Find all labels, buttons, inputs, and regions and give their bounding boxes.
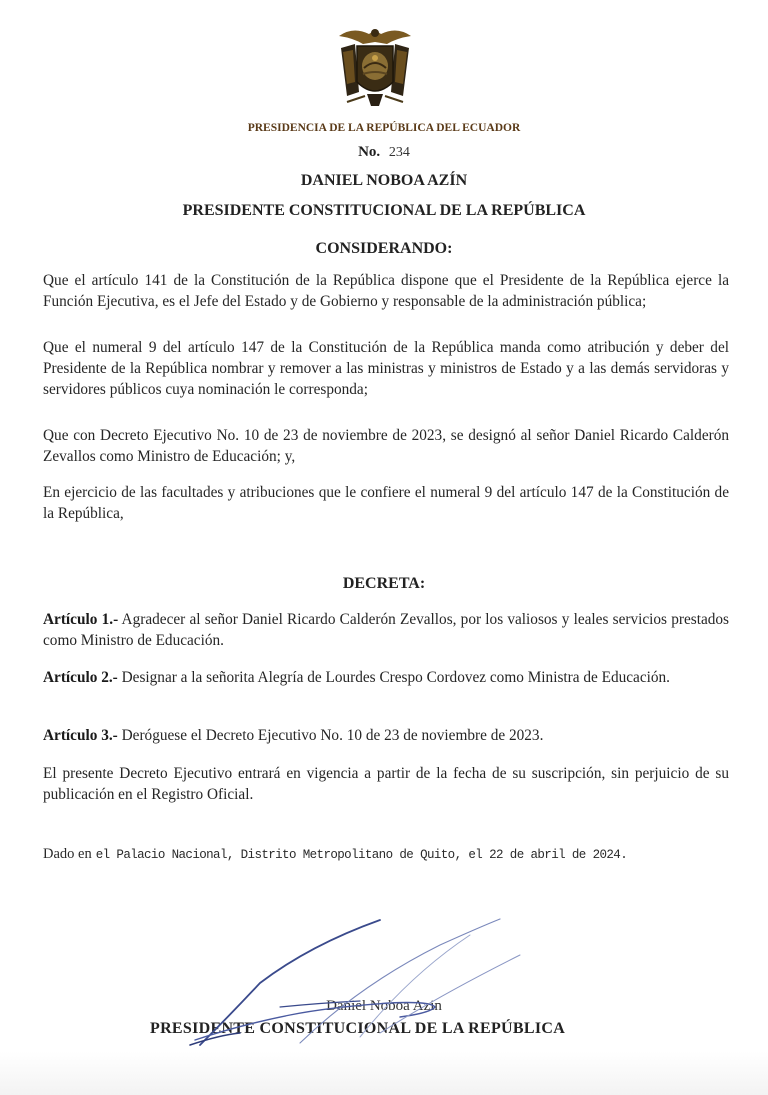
- article-label: Artículo 2.-: [43, 669, 118, 686]
- signer-name-text: Daniel Noboa Azin: [326, 998, 442, 1014]
- article-text: Agradecer al señor Daniel Ricardo Calderón Zevallos, por los valiosos y leales servicios prestados como Ministro de Educación.: [43, 611, 729, 649]
- considerando-paragraph: Que el numeral 9 del artículo 147 de la Constitución de la República manda como atribución y deber del Presidente de la República nombrar y remover a las ministras y ministros de Estado y a las demás servidoras y servidores públicos cuya nominación le corresponda;: [43, 339, 729, 398]
- decree-number: [0, 144, 768, 161]
- president-title: PRESIDENTE CONSTITUCIONAL DE LA REPÚBLICA: [182, 202, 586, 219]
- signer-name: [0, 998, 768, 1015]
- article-text: Designar a la señorita Alegría de Lourdes Crespo Cordovez como Ministra de Educación.: [121, 669, 671, 686]
- article-2: [43, 667, 729, 688]
- considerando-paragraph: Que con Decreto Ejecutivo No. 10 de 23 de noviembre de 2023, se designó al señor Daniel Ricardo Calderón Zevallos como Ministro de Educación; y,: [43, 427, 729, 465]
- dado-en-line: [43, 846, 627, 863]
- article-label: Artículo 3.-: [43, 727, 118, 744]
- dado-label: Dado en: [43, 846, 92, 862]
- president-name: DANIEL NOBOA AZÍN: [300, 172, 468, 189]
- coat-of-arms-icon: [333, 22, 417, 114]
- considerando-paragraph: Que el artículo 141 de la Constitución de la República dispone que el Presidente de la República ejerce la Función Ejecutiva, es el Jefe del Estado y de Gobierno y responsable de la administración pública;: [43, 272, 729, 310]
- article-1: [43, 609, 729, 651]
- decreta-heading: DECRETA:: [342, 575, 426, 592]
- final-provision: El presente Decreto Ejecutivo entrará en vigencia a partir de la fecha de su suscripción, sin perjuicio de su publicación en el Registro Oficial.: [43, 765, 729, 803]
- article-label: Artículo 1.-: [43, 611, 119, 628]
- decree-number-label: No.: [358, 144, 381, 160]
- agency-header: PRESIDENCIA DE LA REPÚBLICA DEL ECUADOR: [247, 122, 521, 134]
- decree-number-value: 234: [388, 145, 410, 160]
- considerando-heading: CONSIDERANDO:: [315, 240, 453, 257]
- considerando-paragraph: En ejercicio de las facultades y atribuciones que le confiere el numeral 9 del artículo 147 de la Constitución de la República,: [43, 484, 729, 522]
- article-3: [43, 725, 729, 746]
- article-text: Deróguese el Decreto Ejecutivo No. 10 de 23 de noviembre de 2023.: [121, 727, 544, 744]
- signer-role: PRESIDENTE CONSTITUCIONAL DE LA REPÚBLICA: [150, 1020, 566, 1037]
- dado-place-date: el Palacio Nacional, Distrito Metropolitano de Quito, el 22 de abril de 2024.: [95, 848, 628, 862]
